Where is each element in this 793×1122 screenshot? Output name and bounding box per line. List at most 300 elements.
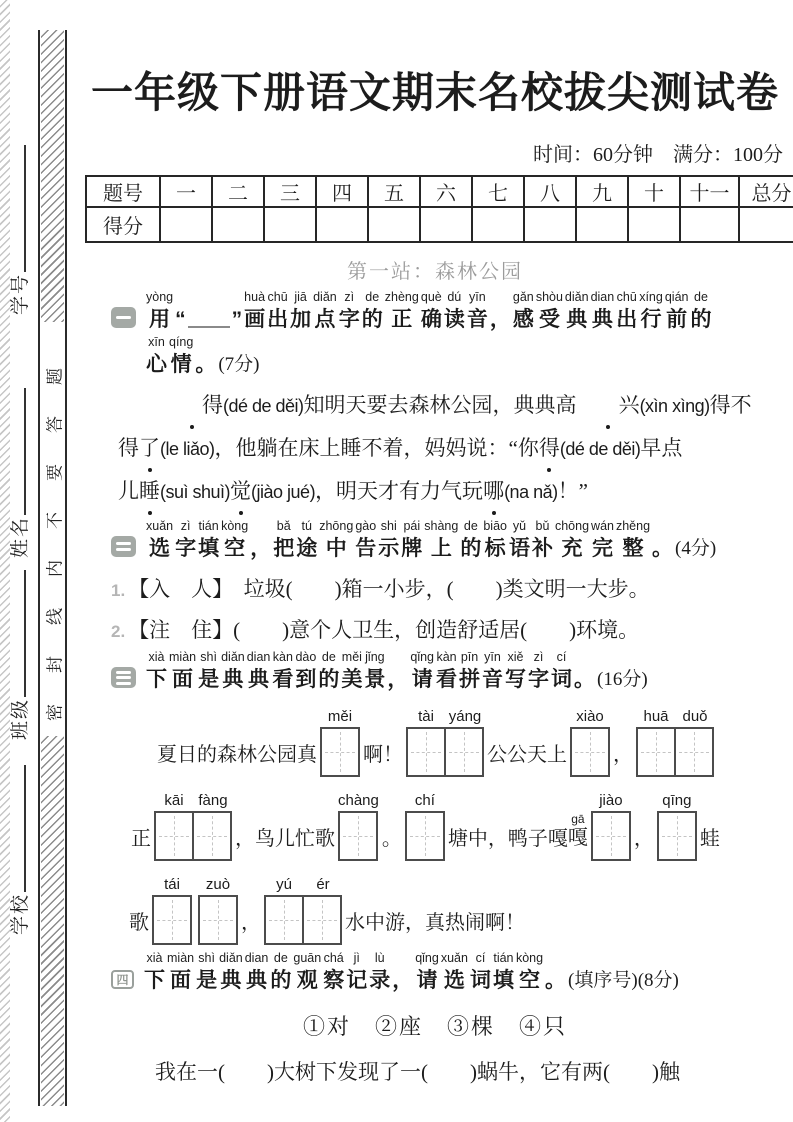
pinyin [207, 310, 210, 326]
pinyin: kàn [436, 650, 457, 664]
stem-syllable [146, 519, 173, 562]
stem-char: 的 [318, 668, 340, 691]
pinyin: bǔ [535, 519, 550, 533]
stem-syllable [415, 951, 439, 994]
stem-char: 补 [531, 537, 553, 560]
pinyin-reading: (jiào jué) [251, 482, 316, 502]
icon-bar [116, 548, 131, 551]
stem-char: 看 [436, 668, 458, 691]
stem-syllable [175, 290, 186, 333]
stem-char: 正 [391, 308, 413, 331]
passage-text: ，他躺在床上睡不着，妈妈说：“你 [214, 436, 539, 460]
score-input-cell [739, 207, 793, 242]
icon-bar [116, 676, 131, 679]
question-2-item-1 [111, 573, 785, 603]
stem-syllable [146, 335, 167, 378]
writing-box [302, 895, 342, 945]
passage-line [118, 427, 785, 470]
box-pinyin: fàng [198, 792, 228, 809]
stem-syllable [369, 951, 390, 994]
char: 嘎 [567, 827, 588, 849]
dotted-char: 觉 [230, 470, 251, 512]
stem-char: 用 [149, 308, 171, 331]
question-1-stem-line-1 [145, 290, 712, 333]
writing-box-group [636, 708, 714, 777]
pinyin: de [273, 951, 288, 965]
question-4-stem-line [143, 951, 680, 994]
pinyin: yīn [468, 290, 486, 304]
stem-syllable [490, 290, 511, 333]
stem-char: 充 [561, 537, 583, 560]
stem-char: 告 [355, 537, 377, 560]
pinyin: de [463, 519, 478, 533]
pinyin: miàn [169, 650, 197, 664]
stem-syllable [387, 650, 408, 693]
pinyin: tú [301, 519, 312, 533]
pinyin: kòng [221, 519, 249, 533]
stem-syllable [516, 951, 543, 994]
pinyin: zhèng [384, 290, 419, 304]
stem-syllable [362, 290, 383, 333]
pinyin: kòng [515, 951, 544, 965]
stem-syllable [295, 650, 316, 693]
stem-char: 请 [411, 668, 433, 691]
score-table-header-cell: 十 [628, 176, 680, 207]
stem-char: 完 [592, 537, 614, 560]
pinyin: dian [244, 951, 269, 965]
stem-syllable [293, 951, 321, 994]
pinyin: dú [447, 290, 462, 304]
time-and-score-info: 时间：60分钟 满分：100分 [533, 144, 783, 166]
stem-syllable [323, 951, 344, 994]
writing-box [570, 727, 610, 777]
pinyin: yǔ [512, 519, 527, 533]
student-info-field-1 [5, 145, 31, 315]
stem-syllable [195, 335, 216, 378]
pinyin: pīn [460, 650, 479, 664]
stem-char: 看 [272, 668, 294, 691]
writing-box [198, 895, 238, 945]
stem-syllable [665, 290, 689, 333]
pinyin: biāo [483, 519, 507, 533]
pinyin: shì [198, 951, 215, 965]
stem-char: 下 [146, 668, 167, 691]
question-2-stem-line [145, 519, 717, 562]
stem-char: 是 [198, 668, 220, 691]
question-3-number-icon [111, 667, 136, 688]
pinyin: qíng [169, 335, 194, 349]
stem-syllable [591, 519, 614, 562]
stem-syllable [167, 951, 194, 994]
stem-char: 。 [545, 969, 567, 992]
box-pinyin: yú [276, 876, 292, 893]
box-pinyin: tài [418, 708, 434, 725]
score-table-header-row [86, 176, 793, 207]
stem-syllable [545, 951, 566, 994]
question-4-options: ①对 ②座 ③棵 ④只 [302, 1014, 567, 1039]
pinyin: chū [267, 290, 288, 304]
passage-text: 儿 [118, 479, 139, 503]
writing-box-group [198, 876, 238, 945]
stem-syllable [198, 650, 219, 693]
pinyin [237, 335, 240, 351]
score-input-cell [420, 207, 472, 242]
stem-syllable [346, 951, 367, 994]
stem-char: 空 [518, 969, 540, 992]
question-2-item-2 [111, 614, 785, 644]
stem-syllable [532, 519, 553, 562]
pinyin: de [365, 290, 380, 304]
writing-box-cell [676, 708, 714, 777]
pinyin: zhěng [615, 519, 651, 533]
pinyin: xià [148, 650, 165, 664]
stem-char: 受 [538, 308, 560, 331]
pinyin: chū [616, 290, 637, 304]
stem-syllable [509, 519, 530, 562]
stem-syllable [467, 290, 488, 333]
question-4-number-icon: 四 [111, 970, 134, 989]
stem-char: 加 [290, 308, 312, 331]
pinyin: gā [571, 812, 585, 826]
stem-char: 标 [484, 537, 506, 560]
question-2-stem-row [111, 519, 785, 562]
stem-char: 空 [224, 537, 246, 560]
stem-char: 出 [267, 308, 289, 331]
stem-char: 面 [172, 668, 194, 691]
writing-box-cell [405, 792, 445, 861]
stem-syllable [319, 519, 353, 562]
score-note: (16分) [597, 669, 648, 690]
pinyin: dian [246, 650, 271, 664]
score-input-cell [212, 207, 264, 242]
field-label: 学校 [10, 892, 31, 935]
box-pinyin: zuò [205, 876, 231, 893]
fill-in-line [9, 765, 26, 892]
stem-char: 察 [323, 969, 345, 992]
stem-syllable [146, 650, 167, 693]
score-input-cell [680, 207, 739, 242]
box-pinyin: xiào [576, 708, 604, 725]
pinyin: gǎn [512, 290, 534, 304]
icon-bar [116, 682, 131, 685]
pinyin: de [694, 290, 708, 304]
question-1-number-icon [111, 307, 136, 328]
dotted-char: 睡 [139, 470, 160, 512]
stem-char: ， [392, 969, 414, 992]
writing-box [405, 811, 445, 861]
pinyin [554, 951, 557, 967]
item-number: 1. [111, 581, 126, 600]
passage-text: 得 [118, 436, 139, 460]
pinyin: chōng [554, 519, 590, 533]
stem-syllable [339, 290, 360, 333]
stem-char: 景 [364, 668, 386, 691]
fill-in-line [9, 570, 26, 697]
stem-syllable [513, 290, 534, 333]
fill-in-line [9, 388, 26, 515]
writing-box [154, 811, 194, 861]
pinyin-write-row [131, 792, 785, 861]
stem-char: 音 [466, 308, 488, 331]
stem-char: 典 [566, 308, 588, 331]
writing-box-cell [570, 708, 610, 777]
stem-syllable [385, 290, 419, 333]
stem-syllable [296, 519, 317, 562]
stem-syllable [459, 650, 480, 693]
stem-char: 前 [666, 308, 688, 331]
pinyin [259, 519, 262, 535]
stem-char: 途 [296, 537, 318, 560]
stem-syllable [244, 290, 265, 333]
stem-syllable [470, 951, 491, 994]
writing-box-cell [338, 792, 379, 861]
writing-box-group [657, 792, 697, 861]
pinyin: diǎn [564, 290, 589, 304]
item-text: 【注 住】( )意个人卫生，创造舒适居( )环境。 [128, 618, 640, 642]
pinyin: shòu [535, 290, 563, 304]
pinyin: bǎ [276, 519, 291, 533]
stem-syllable [528, 650, 549, 693]
score-note: (填序号)(8分) [568, 970, 679, 991]
stem-char: ， [489, 308, 511, 331]
score-input-cell [160, 207, 212, 242]
writing-box-group [154, 792, 232, 861]
pinyin-reading: (xìn xìng) [639, 396, 710, 416]
dotted-char: 得 [160, 384, 223, 426]
score-note: (7分) [218, 354, 260, 375]
stem-char: “ [175, 308, 186, 331]
stem-char: 牌 [401, 537, 423, 560]
stem-char: ” [231, 308, 243, 331]
pinyin: zì [344, 290, 355, 304]
writing-box-cell [304, 876, 342, 945]
writing-box [657, 811, 697, 861]
writing-box-cell [152, 876, 192, 945]
stem-syllable [175, 519, 196, 562]
box-pinyin: yáng [448, 708, 482, 725]
stem-syllable [565, 290, 589, 333]
passage-text: ，明天才有力气玩 [315, 479, 484, 503]
pinyin: měi [341, 650, 362, 664]
box-pinyin: chí [414, 792, 435, 809]
writing-box [636, 727, 676, 777]
stem-char: 情 [170, 353, 192, 376]
stem-char: 词 [469, 969, 491, 992]
stem-char: 的 [690, 308, 712, 331]
pinyin: cí [556, 650, 567, 664]
score-table-header-cell: 二 [212, 176, 264, 207]
row-text: 塘中，鸭子嘎 [447, 828, 568, 850]
stem-syllable [441, 951, 468, 994]
writing-box-group [570, 708, 610, 777]
pinyin: yīn [484, 650, 501, 664]
item-text: 【入 人】 垃圾( )箱一小步，( )类文明一大步。 [128, 577, 650, 601]
student-info-field-3 [5, 570, 31, 740]
stem-char: 典 [591, 308, 613, 331]
stem-syllable [574, 650, 595, 693]
pinyin: diǎn [313, 290, 337, 304]
pinyin: qián [664, 290, 689, 304]
stem-syllable [690, 290, 711, 333]
stem-char: 读 [443, 308, 465, 331]
score-note: (4分) [675, 538, 717, 559]
stem-char: 选 [443, 969, 465, 992]
pinyin: de [321, 650, 336, 664]
stem-char: ， [387, 668, 409, 691]
writing-box-cell [446, 708, 484, 777]
writing-box [320, 727, 360, 777]
writing-box-cell [154, 792, 194, 861]
score-input-cell [628, 207, 680, 242]
stem-syllable [392, 951, 413, 994]
score-table-header-cell: 总分 [739, 176, 793, 207]
writing-box-cell [198, 876, 238, 945]
stem-syllable [364, 650, 385, 693]
pinyin [583, 650, 586, 666]
row-text: ， [241, 912, 261, 934]
passage-line [118, 384, 785, 427]
stem-char: 的 [361, 308, 383, 331]
stem-char: 写 [505, 668, 527, 691]
pinyin [621, 650, 624, 666]
field-label: 姓名 [10, 515, 31, 558]
box-pinyin: qīng [662, 792, 692, 809]
stem-char: ， [250, 537, 272, 560]
pinyin: xīn [148, 335, 165, 349]
passage-text: ！” [557, 479, 588, 503]
stem-syllable [597, 650, 648, 693]
pinyin: xíng [639, 290, 663, 304]
pinyin: jǐng [365, 650, 385, 664]
icon-bar [116, 671, 131, 674]
stem-syllable [401, 519, 422, 562]
stem-syllable [568, 951, 679, 994]
pinyin-reading: (na nǎ) [504, 482, 558, 502]
stem-syllable [245, 951, 269, 994]
pinyin [235, 290, 238, 306]
pinyin: jiā [294, 290, 307, 304]
score-table-header-cell: 九 [576, 176, 628, 207]
score-table-header-cell: 一 [160, 176, 212, 207]
stem-char: 的 [270, 969, 292, 992]
pinyin: jì [353, 951, 360, 965]
stem-syllable [272, 650, 293, 693]
field-label: 学号 [10, 272, 31, 315]
writing-box-cell [636, 708, 676, 777]
question-3-stem-line [145, 650, 649, 693]
score-table-header-cell: 六 [420, 176, 472, 207]
writing-box-cell [657, 792, 697, 861]
stem-syllable [219, 951, 243, 994]
stem-char: 下 [144, 969, 165, 992]
pinyin: chá [323, 951, 344, 965]
writing-box-cell [194, 792, 232, 861]
student-info-field-4 [5, 765, 31, 935]
stem-syllable [290, 290, 311, 333]
stem-char: 是 [196, 969, 218, 992]
score-input-cell [264, 207, 316, 242]
stem-char: 确 [420, 308, 442, 331]
stem-char: 到 [295, 668, 317, 691]
dotted-char: 了 [139, 427, 160, 469]
stem-syllable [616, 290, 637, 333]
stem-char: 选 [149, 537, 171, 560]
stem-char: 上 [430, 537, 452, 560]
pinyin: lù [374, 951, 385, 965]
writing-box-cell [406, 708, 446, 777]
stem-syllable [616, 519, 650, 562]
pinyin: diǎn [219, 951, 243, 965]
stem-syllable [483, 519, 507, 562]
writing-box-group [338, 792, 379, 861]
pinyin: zì [533, 650, 544, 664]
pinyin: qǐng [410, 650, 435, 664]
stem-syllable [410, 650, 434, 693]
field-label: 班级 [10, 697, 31, 740]
stem-char: 中 [325, 537, 347, 560]
passage-text: 得不 [709, 393, 752, 417]
pinyin: zì [180, 519, 191, 533]
stem-syllable [218, 335, 259, 378]
score-input-cell [368, 207, 420, 242]
score-table-header-cell: 十一 [680, 176, 739, 207]
stem-syllable [436, 650, 457, 693]
pinyin [694, 519, 697, 535]
stem-syllable [355, 519, 376, 562]
row-text: 正 [131, 828, 151, 850]
pinyin: xiě [507, 650, 524, 664]
writing-box-group [406, 708, 484, 777]
row-text: 蛙 [699, 828, 720, 850]
stem-char: 整 [622, 537, 644, 560]
stem-syllable [378, 519, 399, 562]
pinyin [622, 951, 625, 967]
writing-box [192, 811, 232, 861]
stem-syllable [250, 519, 271, 562]
writing-box-group [152, 876, 192, 945]
stem-syllable [196, 951, 217, 994]
row-text: 啊！ [363, 744, 403, 766]
pinyin-write-row [129, 876, 785, 945]
writing-box [264, 895, 304, 945]
stem-syllable [536, 290, 563, 333]
writing-box [444, 727, 484, 777]
stem-char: 观 [296, 969, 318, 992]
pinyin: tián [493, 951, 514, 965]
icon-bar [116, 542, 131, 545]
box-pinyin: ér [316, 876, 330, 893]
pinyin: gào [355, 519, 377, 533]
pinyin [179, 290, 182, 306]
stem-char: 感 [512, 308, 534, 331]
stem-char: 心 [146, 353, 167, 376]
stem-char: 。 [574, 668, 596, 691]
box-pinyin: huā [643, 708, 669, 725]
paper-content [85, 0, 792, 1086]
stem-syllable [270, 951, 291, 994]
score-row-label: 得分 [86, 207, 160, 242]
stem-syllable [318, 650, 339, 693]
box-pinyin: duǒ [682, 708, 708, 725]
score-table-header-cell: 三 [264, 176, 316, 207]
question-1-passage [118, 384, 785, 513]
pinyin: tián [198, 519, 219, 533]
pinyin [499, 290, 502, 306]
stem-syllable [221, 519, 248, 562]
stem-char: 字 [175, 537, 197, 560]
stem-syllable [482, 650, 503, 693]
pinyin-reading: (le liǎo) [160, 439, 215, 459]
